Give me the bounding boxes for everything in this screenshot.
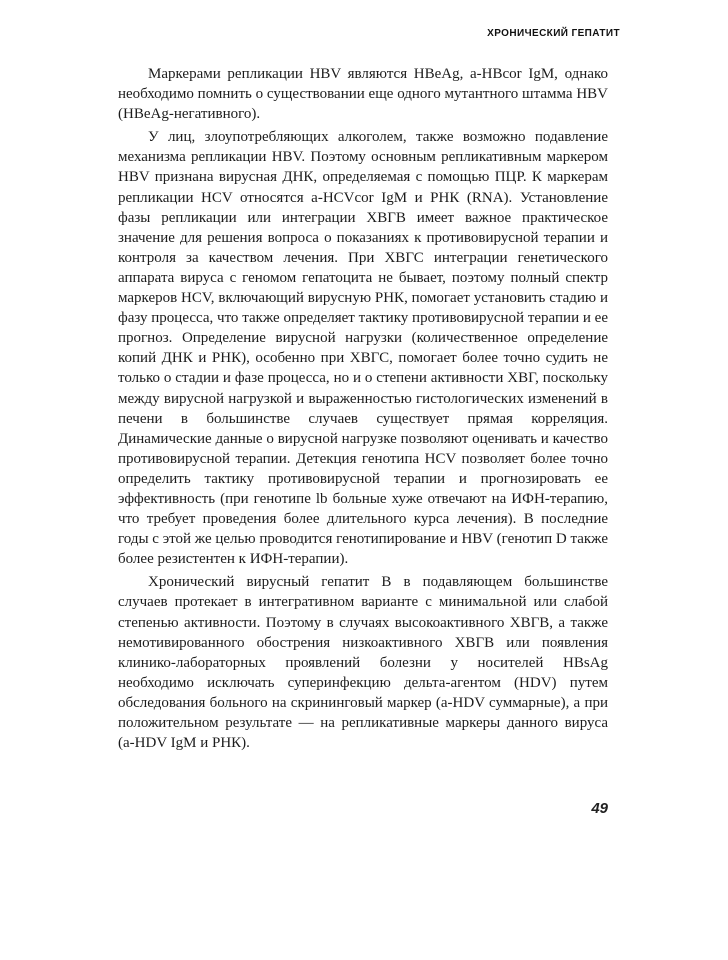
paragraph-hepatitis-b-course: Хронический вирусный гепатит В в подавляющем большинстве случаев протекает в интегративном варианте с минимальной или слабой степенью активности. Поэтому в случаях высокоактивного ХВГВ, а также немотивированного обострения низкоактивного ХВГВ или появления клинико-лабораторных проявлений болезни у носителей HBsAg необходимо исключать суперинфекцию дельта-агентом (HDV) путем обследования больного на скрининговый маркер (a-HDV суммарные), а при положительном результате — на репликативные маркеры данного вируса (a-HDV IgM и РНК).: [118, 574, 608, 752]
paragraph-replication-markers-hbv: Маркерами репликации HBV являются HBeAg, a-HBcor IgM, однако необходимо помнить о существовании еще одного мутантного штамма HBV (HBeAg-негативного).: [118, 66, 608, 123]
body-text: [118, 64, 608, 756]
paragraph-viral-load-and-genotype: У лиц, злоупотребляющих алкоголем, также возможно подавление механизма репликации HBV. Поэтому основным репликативным маркером HBV признана вирусная ДНК, определяемая с помощью ПЦР. К маркерам репликации HCV относятся a-HCVcor IgM и РНК (RNA). Установление фазы репликации или интеграции ХВГВ имеет важное практическое значение для решения вопроса о показаниях к противовирусной терапии и контроля за качеством лечения. При ХВГС интеграции генетического аппарата вируса с геномом гепатоцита не бывает, поэтому полный спектр маркеров HCV, включающий вирусную РНК, помогает установить стадию и фазу процесса, что также определяет тактику противовирусной терапии и ее прогноз. Определение вирусной нагрузки (количественное определение копий ДНК и РНК), особенно при ХВГС, помогает более точно судить не только о стадии и фазе процесса, но и о степени активности ХВГ, поскольку между вирусной нагрузкой и выраженностью гистологических изменений в печени в большинстве случаев существует прямая корреляция. Динамические данные о вирусной нагрузке позволяют оценивать и качество противовирусной терапии. Детекция генотипа HCV позволяет более точно определить тактику противовирусной терапии и прогнозировать ее эффективность (при генотипе lb больные хуже отвечают на ИФН-терапию, что требует проведения более длительного курса лечения). В последние годы с этой же целью проводится генотипирование и HBV (генотип D также более резистентен к ИФН-терапии).: [118, 129, 609, 568]
running-head: ХРОНИЧЕСКИЙ ГЕПАТИТ: [487, 28, 620, 39]
page-number: 49: [591, 800, 608, 817]
